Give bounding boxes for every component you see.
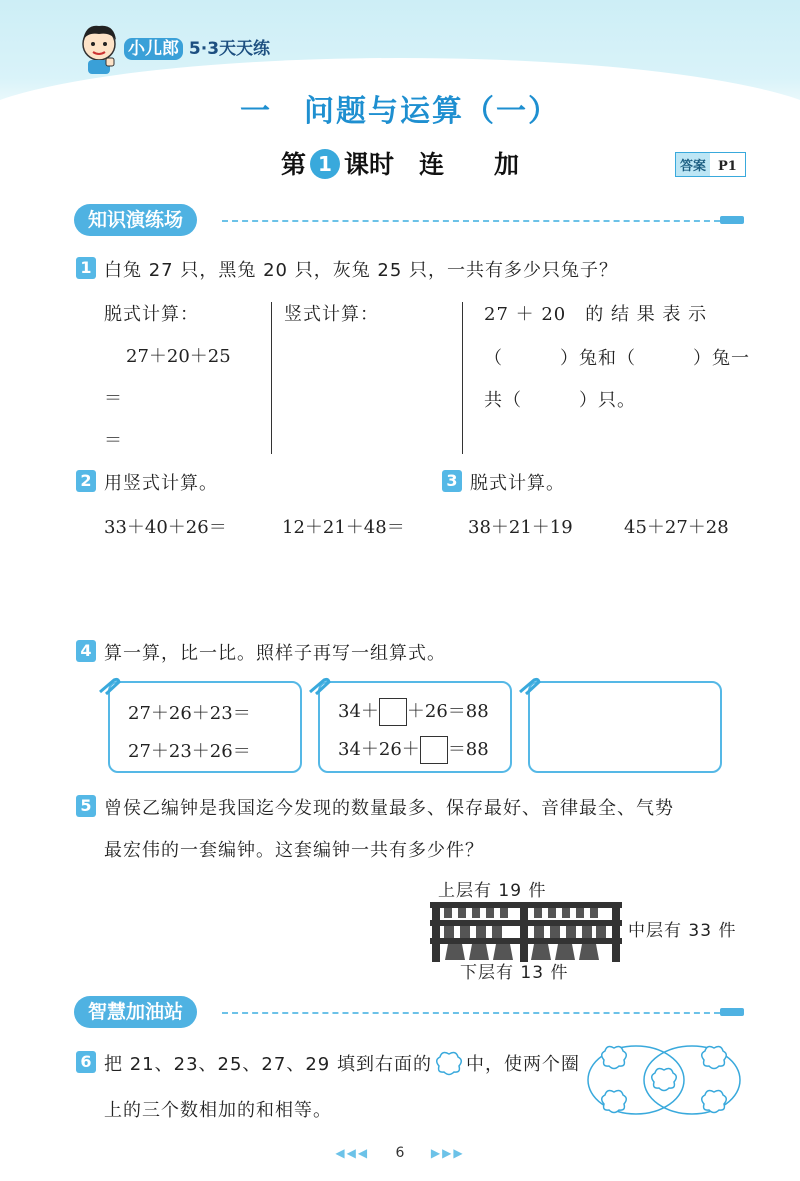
page-footer [0,1145,800,1161]
answer-label: 答案 [676,153,710,176]
question-number: 6 [76,1051,96,1073]
question-number: 3 [442,470,462,492]
question-5-text-line2: 最宏伟的一套编钟。这套编钟一共有多少件？ [104,840,484,861]
lesson-number-badge: 1 [310,149,340,179]
pencil-icon [720,216,744,224]
page-number: 6 [395,1145,405,1161]
answer-page: P1 [718,159,737,174]
question-number: 5 [76,795,96,817]
bells-bottom-label: 下层有 13 件 [460,963,569,983]
pencil-icon [720,1008,744,1016]
question-1-text: 白兔 27 只，黑兔 20 只，灰兔 25 只，一共有多少只兔子？ [104,260,619,281]
question-4-text: 算一算，比一比。照样子再写一组算式。 [104,643,446,664]
lesson-name: 课时 连 加 [344,150,520,179]
q3-expression-2: 45＋27＋28 [624,517,729,538]
column-divider [462,302,463,454]
blank-equation-card[interactable] [528,681,722,773]
mascot-boy-icon [76,22,122,76]
equation-card [108,681,302,773]
q1-equals-2: ＝ [104,430,122,451]
q3-expression-1: 38＋21＋19 [468,517,573,538]
answer-reference [675,152,746,177]
flower-circles-diagram [584,1042,744,1120]
paperclip-icon [306,676,332,698]
flower-shape-icon [434,1050,464,1076]
equation-card [318,681,512,773]
q1-col3-line3: 共（ ）只。 [484,390,636,411]
q1-expression: 27＋20＋25 [126,346,231,367]
card2-line2-start: 34＋26＋ [338,739,420,760]
section-divider [222,220,720,222]
paperclip-icon [96,676,122,698]
bronze-bells-illustration [428,898,624,964]
brand-series: 5·3天天练 [188,39,271,59]
card1-line2: 27＋23＋26＝ [128,741,251,762]
brand-name: 小儿郎 [124,38,183,60]
card2-line1-start: 34＋ [338,701,379,722]
brand-title [124,34,270,59]
card2-line2 [338,735,489,764]
question-6-text-line1 [104,1050,580,1076]
unit-title: 一 问题与运算（一） [240,94,560,129]
column-divider [271,302,272,454]
q2-expression-2: 12＋21＋48＝ [282,517,405,538]
card2-line1 [338,697,489,726]
section-wisdom-banner: 智慧加油站 [74,996,197,1028]
section-practice-banner: 知识演练场 [74,204,197,236]
section-divider [222,1012,720,1014]
q6-line1-end: 中，使两个圈 [465,1054,580,1075]
answer-box[interactable] [379,698,407,726]
question-6-text-line2: 上的三个数相加的和相等。 [104,1100,332,1121]
bells-middle-label: 中层有 33 件 [628,921,737,941]
q2-expression-1: 33＋40＋26＝ [104,517,227,538]
q1-equals-1: ＝ [104,388,122,409]
footer-right-arrows: ▶▶▶ [430,1146,465,1160]
q1-col2-label: 竖式计算： [284,304,379,325]
footer-left-arrows: ◀◀◀ [335,1146,370,1160]
q6-line1-start: 把 21、23、25、27、29 填到右面的 [104,1054,432,1075]
answer-box[interactable] [420,736,448,764]
q1-col1-label: 脱式计算： [104,304,199,325]
card1-line1: 27＋26＋23＝ [128,703,251,724]
q1-col3-line1: 27 ＋ 20 的 结 果 表 示 [484,304,708,325]
question-number: 1 [76,257,96,279]
card2-line2-end: ＝88 [447,739,489,760]
question-2-text: 用竖式计算。 [104,473,218,494]
paperclip-icon [516,676,542,698]
question-number: 2 [76,470,96,492]
question-3-text: 脱式计算。 [470,473,565,494]
question-number: 4 [76,640,96,662]
card2-line1-end: ＋26＝88 [406,701,489,722]
q1-col3-line2: （ ）兔和（ ）兔一 [484,348,750,369]
lesson-prefix: 第 [280,150,306,179]
question-5-text-line1: 曾侯乙编钟是我国迄今发现的数量最多、保存最好、音律最全、气势 [104,798,674,819]
bells-top-label: 上层有 19 件 [438,881,547,901]
